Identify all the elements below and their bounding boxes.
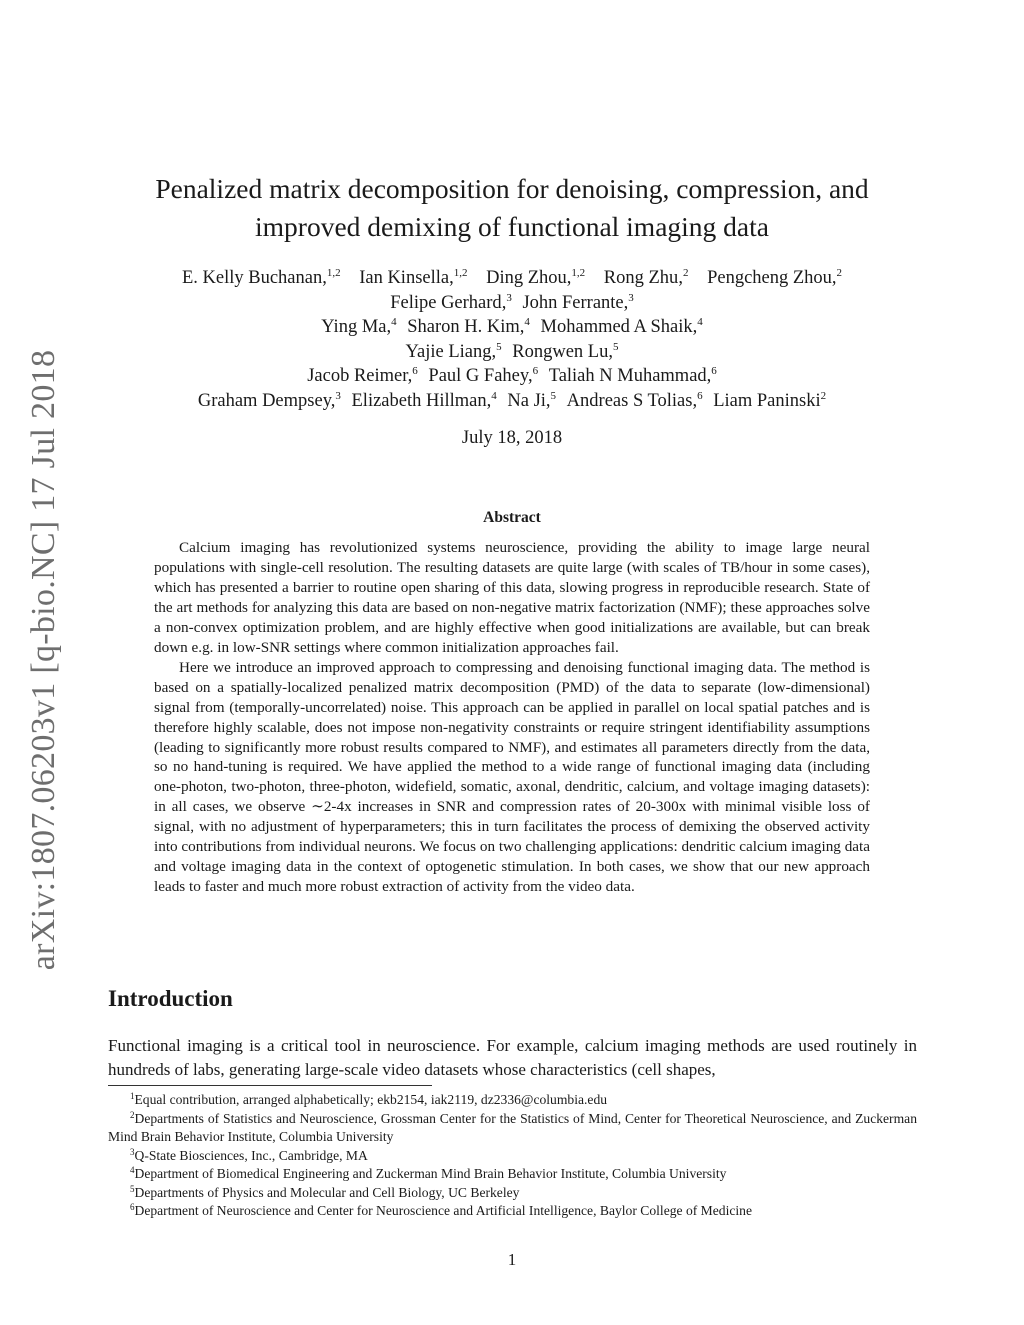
- author-line-3: [90, 315, 934, 340]
- affiliation-mark: 1,2: [326, 267, 341, 279]
- footnote-1: $^1$Equal contribution, arranged alphabetically; ekb2154, iak2119, dz2336@columbia.edu: [130, 1091, 608, 1107]
- paper-title: [100, 170, 924, 246]
- footnote-3: $^3$Q-State Biosciences, Inc., Cambridge, MA: [130, 1146, 368, 1163]
- footnote-mark: 2: [130, 1109, 135, 1120]
- author-name: Ding Zhou,$^{1,2}$: [486, 267, 586, 288]
- footnote-divider: [108, 1085, 432, 1086]
- affiliation-mark: 5: [496, 340, 502, 353]
- footnotes: [108, 1091, 917, 1221]
- author-list: [90, 266, 934, 413]
- footnote-5: $^5$Departments of Physics and Molecular and Cell Biology, UC Berkeley: [130, 1183, 520, 1200]
- affiliation-mark: 4: [697, 316, 703, 328]
- affiliation-mark: 5: [550, 389, 557, 402]
- arxiv-identifier-stamp: [14, 345, 74, 975]
- author-line-2: [90, 291, 934, 316]
- publication-date: July 18, 2018: [461, 428, 563, 448]
- author-name: Ying Ma,$^4$: [321, 316, 397, 337]
- footnote-mark: 3: [130, 1146, 135, 1157]
- affiliation-mark: 6: [697, 389, 703, 402]
- author-line-6: [90, 389, 934, 414]
- affiliation-mark: 3: [506, 291, 512, 304]
- footnote-2: $^2$Departments of Statistics and Neuroscience, Grossman Center for the Statistics of Mind, Center for Theoretical Neuroscience, and Zuckerman Mind Brain Behavior Institute, Columbia University: [108, 1109, 917, 1144]
- affiliation-mark: 6: [711, 365, 717, 377]
- affiliation-mark: 4: [491, 389, 497, 402]
- abstract-body: [154, 538, 870, 897]
- affiliation-mark: 2: [820, 389, 827, 402]
- footnote-mark: 6: [130, 1202, 135, 1212]
- author-name: Paul G Fahey,$^6$: [428, 365, 539, 386]
- affiliation-mark: 2: [836, 267, 843, 279]
- author-name: Rongwen Lu,$^5$: [512, 340, 619, 362]
- author-name: Rong Zhu,$^2$: [603, 267, 689, 288]
- affiliation-mark: 1,2: [571, 267, 586, 279]
- affiliation-mark: 2: [682, 267, 689, 279]
- affiliation-mark: 6: [532, 365, 539, 377]
- author-name: Mohammed A Shaik,$^4$: [540, 316, 703, 337]
- affiliation-mark: 1,2: [453, 267, 468, 279]
- author-line-1: [90, 266, 934, 291]
- affiliation-mark: 4: [391, 316, 397, 328]
- author-name: Elizabeth Hillman,$^4$: [351, 389, 497, 411]
- paper-title-line-1: Penalized matrix decomposition for denoising, compression, and: [155, 173, 869, 204]
- page-number: 1: [507, 1250, 517, 1269]
- author-name: John Ferrante,$^3$: [522, 291, 634, 313]
- footnote-4: $^4$Department of Biomedical Engineering and Zuckerman Mind Brain Behavior Institute, Columbia University: [130, 1165, 727, 1181]
- author-name: Felipe Gerhard,$^3$: [390, 291, 512, 313]
- arxiv-identifier-text: arXiv:1807.06203v1 [q-bio.NC] 17 Jul 2018: [25, 349, 63, 971]
- affiliation-mark: 4: [524, 316, 530, 328]
- footnote-6: $^6$Department of Neuroscience and Center for Neuroscience and Artificial Intelligence, Baylor College of Medicine: [130, 1202, 753, 1218]
- author-name: Jacob Reimer,$^6$: [307, 365, 418, 386]
- author-name: E. Kelly Buchanan,$^{1,2}$: [181, 267, 341, 288]
- footnote-mark: 1: [130, 1091, 135, 1101]
- author-line-4: [90, 340, 934, 365]
- affiliation-mark: 6: [412, 365, 418, 377]
- abstract-paragraph-1: Calcium imaging has revolutionized systems neuroscience, providing the ability to image large neural populations with single-cell resolution. The resulting datasets are quite large (with scales of TB/hour in some cases), which has presented a barrier to routine open sharing of this data, slowing progress in reproducible research. State of the art methods for analyzing this data are based on non-negative matrix factorization (NMF); these approaches solve a non-convex optimization problem, and are highly effective when good initializations are available, but can break down e.g. in low-SNR settings where common initialization approaches fail.: [154, 539, 870, 656]
- paper-title-line-2: improved demixing of functional imaging data: [255, 211, 769, 242]
- affiliation-mark: 5: [612, 340, 619, 353]
- introduction-heading: Introduction: [108, 986, 233, 1011]
- introduction-paragraph: Functional imaging is a critical tool in neuroscience. For example, calcium imaging methods are used routinely in hundreds of labs, generating large-scale video datasets whose characteristics (cell shapes,: [108, 1036, 917, 1079]
- author-line-5: [90, 364, 934, 389]
- author-name: Pengcheng Zhou,$^2$: [707, 267, 843, 288]
- author-name: Graham Dempsey,$^3$: [197, 389, 341, 411]
- affiliation-mark: 3: [628, 291, 634, 304]
- author-name: Na Ji,$^5$: [507, 389, 557, 411]
- abstract-paragraph-2: Here we introduce an improved approach to compressing and denoising functional imaging data. The method is based on a spatially-localized penalized matrix decomposition (PMD) of the data to separate (low-dimensional) signal from (temporally-uncorrelated) noise. This approach can be applied in parallel on local spatial patches and is therefore highly scalable, does not impose non-negativity constraints or require stringent identifiability assumptions (leading to significantly more robust results compared to NMF), and estimates all parameters directly from the data, so no hand-tuning is required. We have applied the method to a wide range of functional imaging data (including one-photon, two-photon, three-photon, widefield, somatic, axonal, dendritic, calcium, and voltage imaging datasets): in all cases, we observe ∼2-4x increases in SNR and compression rates of 20-300x with minimal visible loss of signal, with no adjustment of hyperparameters; this in turn facilitates the process of demixing the observed activity into contributions from individual neurons. We focus on two challenging applications: dendritic calcium imaging data and voltage imaging data in the context of optogenetic stimulation. In both cases, we show that our new approach leads to faster and much more robust extraction of activity from the video data.: [154, 658, 870, 896]
- footnote-mark: 4: [130, 1165, 135, 1175]
- author-name: Liam Paninski$^2$: [713, 389, 827, 411]
- affiliation-mark: 3: [335, 389, 341, 402]
- footnote-mark: 5: [130, 1183, 135, 1194]
- author-name: Andreas S Tolias,$^6$: [566, 389, 703, 411]
- author-name: Taliah N Muhammad,$^6$: [548, 365, 717, 386]
- author-name: Sharon H. Kim,$^4$: [407, 316, 530, 337]
- author-name: Ian Kinsella,$^{1,2}$: [359, 267, 468, 288]
- author-name: Yajie Liang,$^5$: [405, 340, 502, 362]
- abstract-heading: Abstract: [483, 509, 541, 526]
